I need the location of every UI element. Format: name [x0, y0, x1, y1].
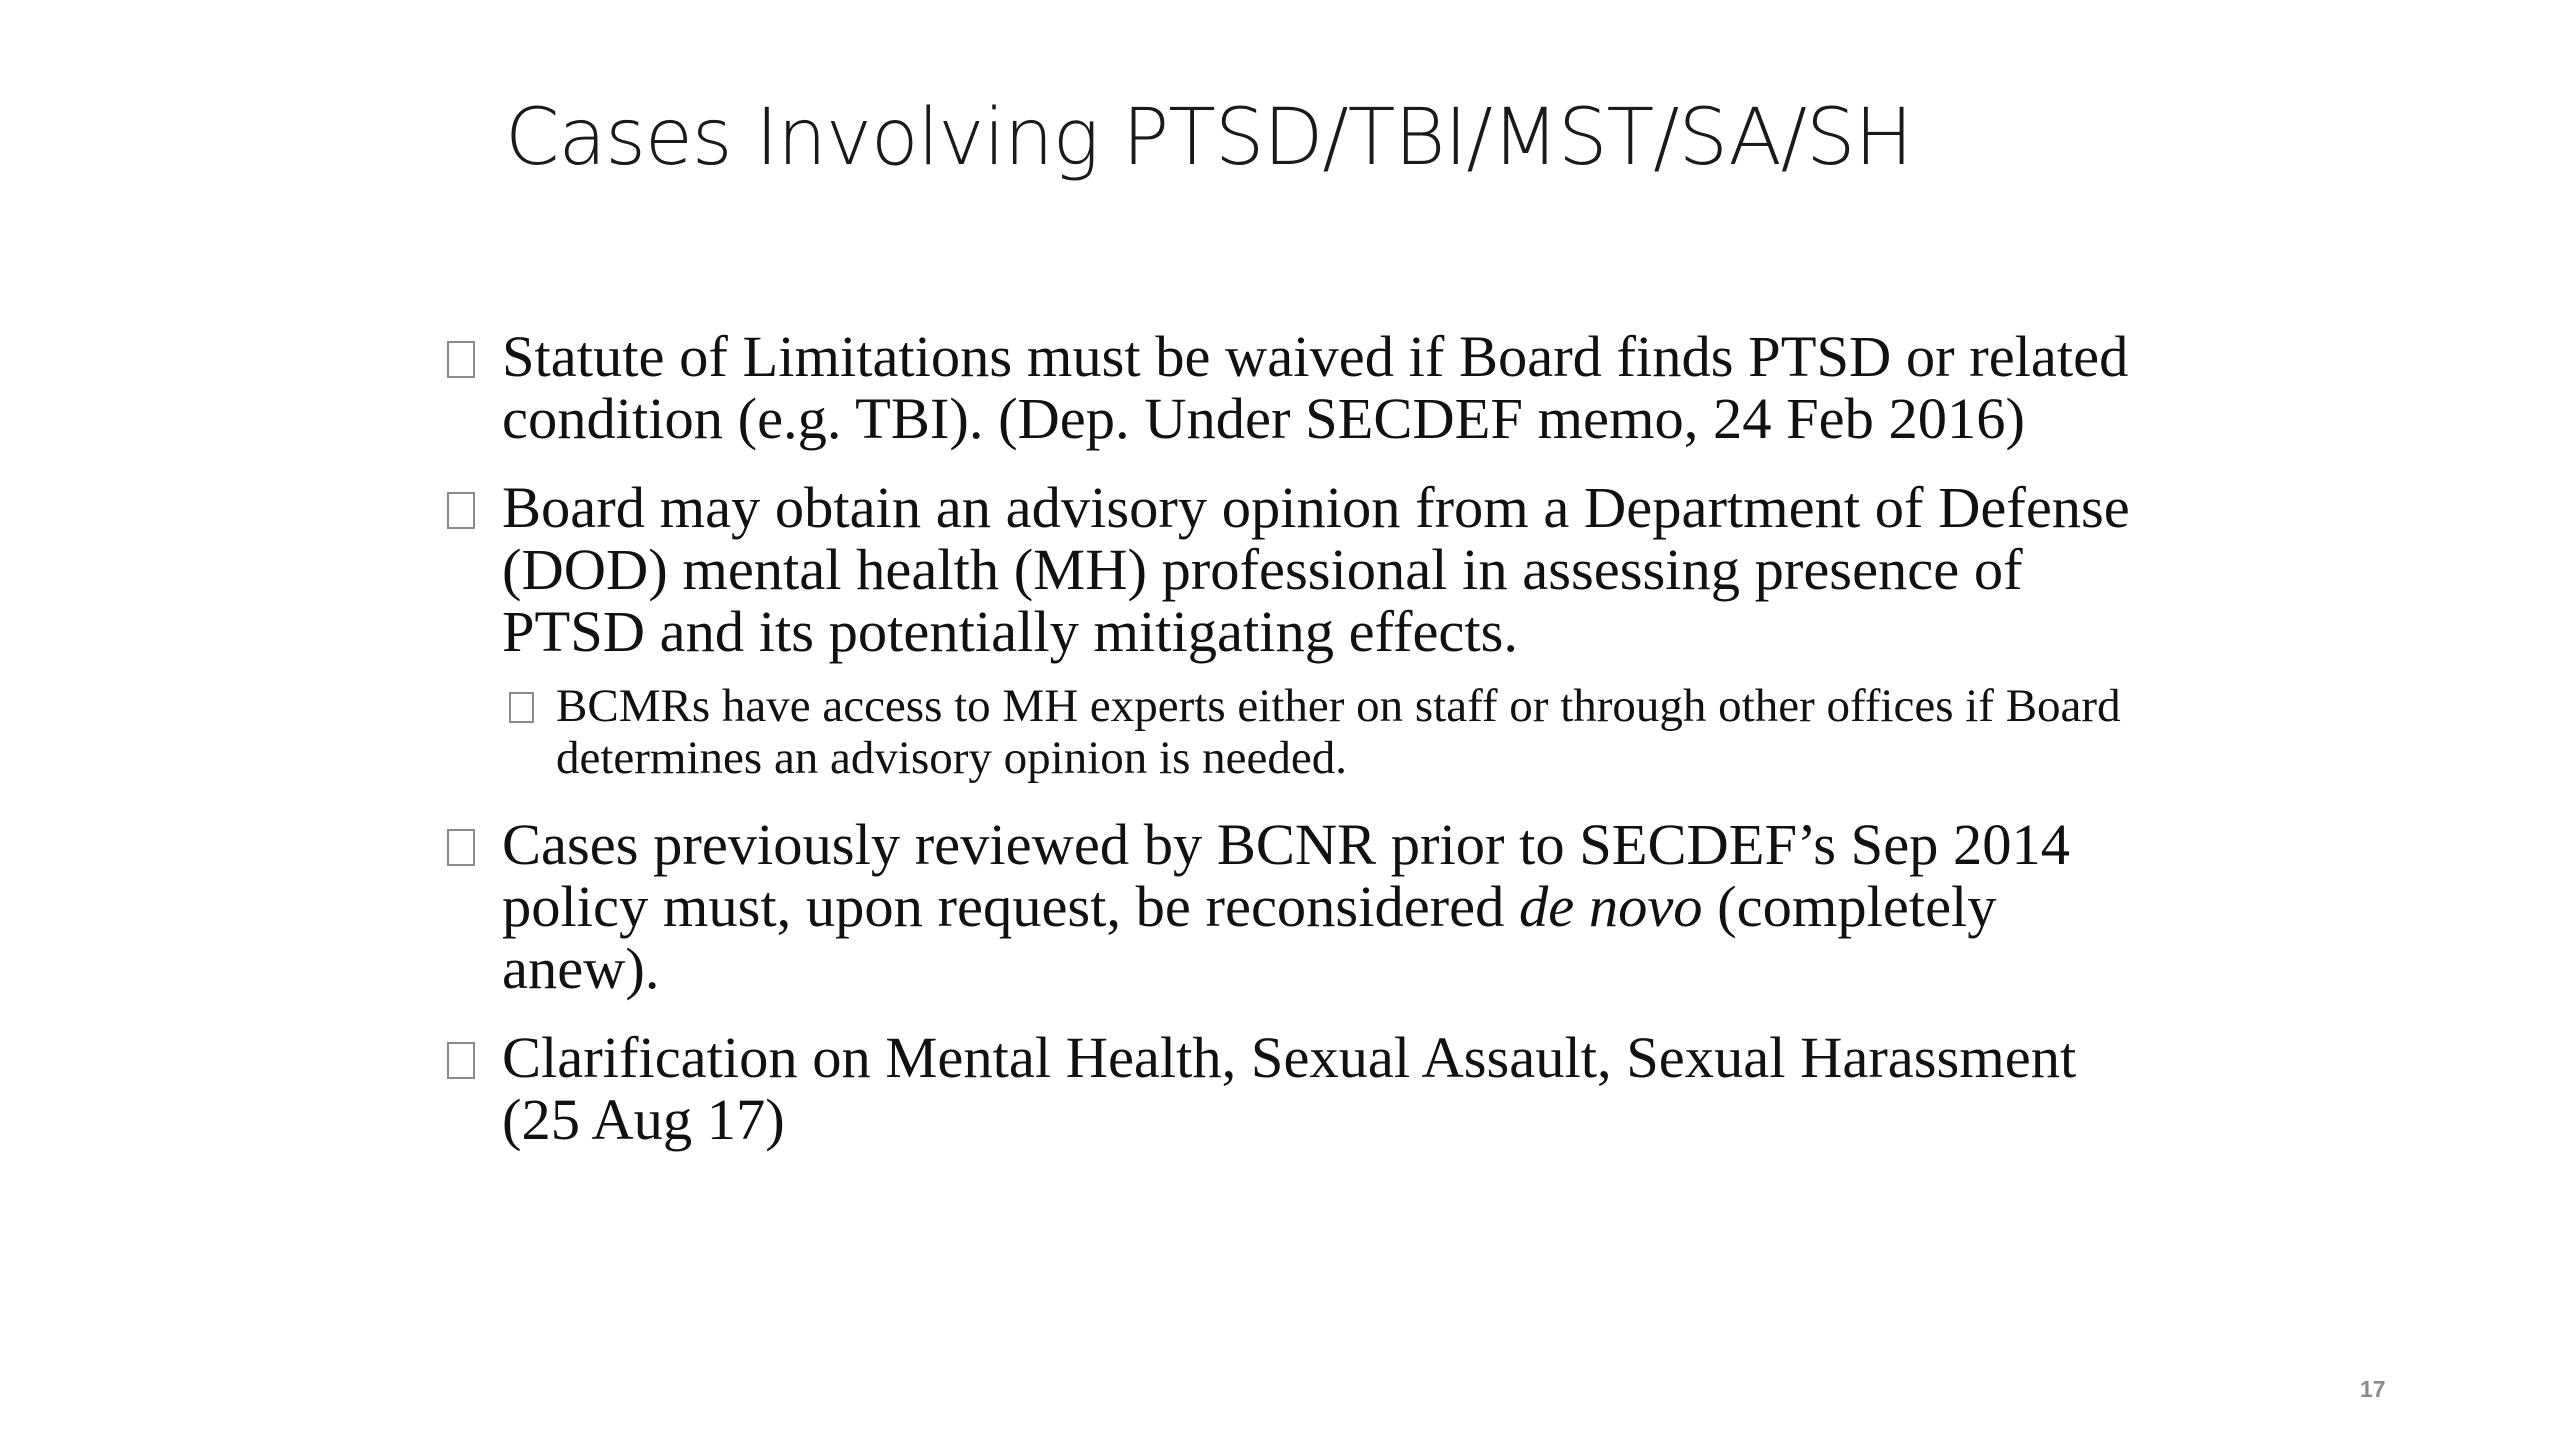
slide-number: 17	[2360, 1376, 2386, 1402]
square-bullet-icon	[509, 692, 534, 723]
bullet-text-after: (completely anew).	[502, 874, 1997, 1001]
bullet-text: Clarification on Mental Health, Sexual Assault, Sexual Harassment (25 Aug 17)	[502, 1025, 2077, 1152]
bullet-item-statute-of-limitations	[445, 326, 2145, 450]
sub-bullet-item-bcmr-mh-experts	[505, 680, 2145, 784]
square-bullet-icon	[447, 341, 475, 378]
bullet-text-italic: de novo	[1518, 874, 1703, 939]
square-bullet-icon	[447, 829, 475, 866]
bullet-item-de-novo-reconsideration	[445, 814, 2145, 1000]
square-bullet-icon	[447, 1042, 475, 1079]
bullet-text: Board may obtain an advisory opinion from a Department of Defense (DOD) mental health (MH) professional in assessing presence of PTSD and its potentially mitigating effects.	[502, 475, 2130, 664]
bullet-text: BCMRs have access to MH experts either on staff or through other offices if Board determines an advisory opinion is needed.	[556, 680, 2121, 784]
square-bullet-icon	[447, 492, 475, 529]
bullet-item-advisory-opinion	[445, 477, 2145, 663]
bullet-text-before: Cases previously reviewed by BCNR prior to SECDEF’s Sep 2014 policy must, upon request, be reconsidered	[502, 812, 2071, 939]
bullet-item-clarification	[445, 1027, 2145, 1151]
bullet-text: Statute of Limitations must be waived if Board finds PTSD or related condition (e.g. TBI). (Dep. Under SECDEF memo, 24 Feb 2016)	[502, 324, 2129, 451]
slide-title: Cases Involving PTSD/TBI/MST/SA/SH	[505, 93, 1913, 183]
bullet-list	[445, 326, 2145, 1178]
